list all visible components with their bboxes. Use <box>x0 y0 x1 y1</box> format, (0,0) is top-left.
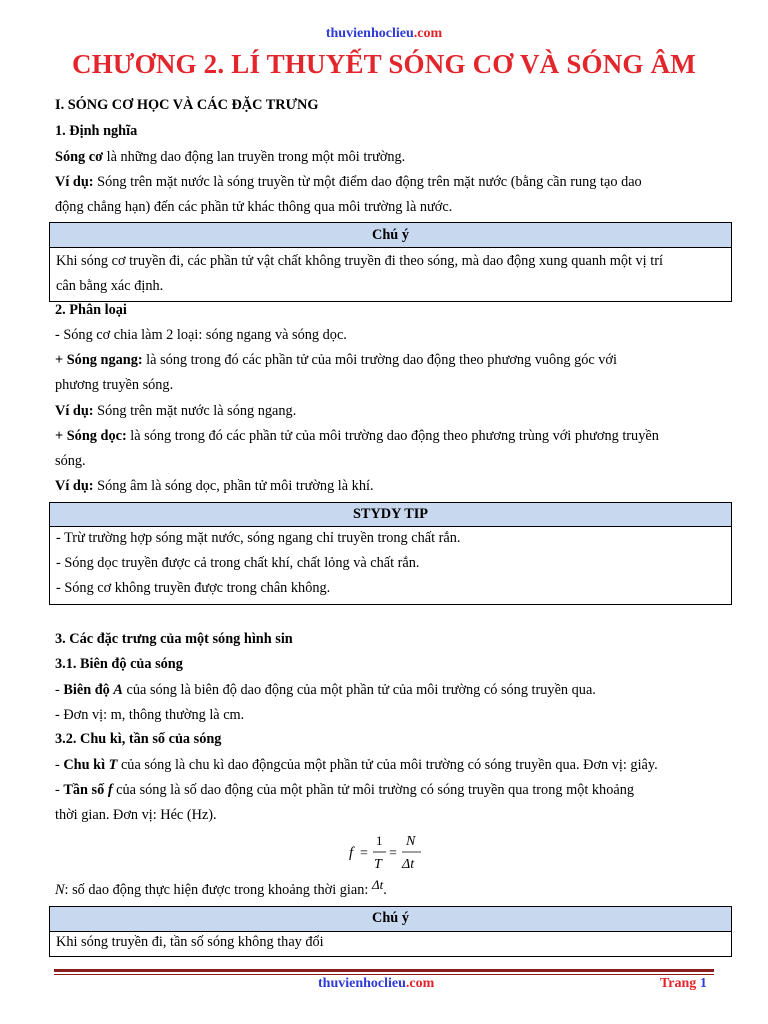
study-tip-title: STYDY TIP <box>50 503 731 527</box>
paragraph <box>55 682 715 699</box>
term-text: là sóng trong đó các phần tử của môi trường dao động theo phương trùng với phương truyền <box>126 428 659 444</box>
dash: - <box>55 682 64 698</box>
symbol: N <box>55 882 65 898</box>
study-tip-box <box>49 502 732 605</box>
formula-dt: Δt <box>402 857 415 872</box>
site-tld: .com <box>405 976 435 991</box>
formula-eq2: = <box>389 846 397 861</box>
example-label: Ví dụ: <box>55 478 94 494</box>
page-number <box>660 976 707 992</box>
term-label: Biên độ <box>63 682 114 698</box>
example-paragraph-cont: động chẳng hạn) đến các phần tử khác thông qua môi trường là nước. <box>55 199 453 215</box>
definition-paragraph <box>55 149 715 166</box>
term-label: Tần số <box>63 782 108 798</box>
section-heading: I. SÓNG CƠ HỌC VÀ CÁC ĐẶC TRƯNG <box>55 97 319 113</box>
note-box <box>49 906 732 957</box>
term-text: của sóng là biên độ dao động của một phần tử của môi trường có sóng truyền qua. <box>122 682 596 698</box>
example-label: Ví dụ: <box>55 174 94 190</box>
example-text: Sóng trên mặt nước là sóng ngang. <box>93 403 297 419</box>
page-number-value: 1 <box>699 976 707 991</box>
footer-rule <box>54 974 714 975</box>
footer-rule <box>54 969 714 972</box>
note-box <box>49 222 732 302</box>
chapter-title: CHƯƠNG 2. LÍ THUYẾT SÓNG CƠ VÀ SÓNG ÂM <box>72 49 696 79</box>
paragraph-cont: thời gian. Đơn vị: Héc (Hz). <box>55 807 217 823</box>
term-text: là sóng trong đó các phần tử của môi trường dao động theo phương vuông góc với <box>142 352 617 368</box>
formula-N: N <box>406 834 416 849</box>
note-box-title: Chú ý <box>50 907 731 932</box>
term-label: + Sóng dọc: <box>55 428 127 444</box>
definition-text: là những dao động lan truyền trong một môi trường. <box>103 149 406 165</box>
example-text: Sóng âm là sóng dọc, phần tử môi trường là khí. <box>93 478 374 494</box>
example-label: Ví dụ: <box>55 403 94 419</box>
term-text: : số dao động thực hiện được trong khoảng thời gian: <box>64 882 369 898</box>
subsection-heading: 3.2. Chu kì, tần số của sóng <box>55 731 222 747</box>
tip-line: - Sóng dọc truyền được cả trong chất khí, chất lỏng và chất rắn. <box>56 555 420 571</box>
dash: - <box>55 782 64 798</box>
term-label: Chu kì <box>63 757 109 773</box>
note-line: cân bằng xác định. <box>56 278 164 294</box>
paragraph-cont: phương truyền sóng. <box>55 377 174 393</box>
site-name: thuvienhoclieu <box>325 26 414 41</box>
frequency-formula <box>345 830 425 874</box>
paragraph <box>55 782 715 799</box>
term-label: + Sóng ngang: <box>55 352 143 368</box>
paragraph <box>55 428 715 445</box>
formula-T: T <box>374 857 382 872</box>
paragraph-cont: sóng. <box>55 453 86 469</box>
term-text: của sóng là số dao động của một phần tử môi trường có sóng truyền qua trong một khoảng <box>112 782 634 798</box>
paragraph <box>55 877 715 899</box>
tip-line: - Trừ trường hợp sóng mặt nước, sóng ngang chỉ truyền trong chất rắn. <box>56 530 461 546</box>
example-paragraph <box>55 478 715 495</box>
formula-f: f <box>349 845 354 861</box>
example-paragraph <box>55 403 715 420</box>
formula-eq: = <box>360 846 368 861</box>
symbol: f <box>107 782 113 798</box>
subsection-heading: 3.1. Biên độ của sóng <box>55 656 183 672</box>
note-line: Khi sóng truyền đi, tần số sóng không thay đổi <box>56 934 324 950</box>
note-box-title: Chú ý <box>50 223 731 248</box>
paragraph <box>55 757 715 774</box>
symbol-dt: Δt <box>371 877 384 892</box>
example-paragraph <box>55 174 715 191</box>
dash: - <box>55 757 64 773</box>
site-tld: .com <box>413 26 443 41</box>
definition-term: Sóng cơ <box>55 149 104 165</box>
period-mark: . <box>383 882 387 898</box>
note-line: Khi sóng cơ truyền đi, các phần tử vật chất không truyền đi theo sóng, mà dao động xung quanh một vị trí <box>56 253 663 269</box>
term-text: của sóng là chu kì dao độngcủa một phần tử của môi trường có sóng truyền qua. Đơn vị: giây. <box>117 757 658 773</box>
paragraph <box>55 352 715 369</box>
site-name: thuvienhoclieu <box>318 976 406 991</box>
subsection-heading: 1. Định nghĩa <box>55 123 138 139</box>
page-label: Trang <box>660 976 700 991</box>
paragraph: - Sóng cơ chia làm 2 loại: sóng ngang và sóng dọc. <box>55 327 347 343</box>
tip-line: - Sóng cơ không truyền được trong chân không. <box>56 580 331 596</box>
formula-one: 1 <box>376 833 383 848</box>
example-text: Sóng trên mặt nước là sóng truyền từ một điểm dao động trên mặt nước (bằng cần rung tạo dao <box>93 174 642 190</box>
symbol: A <box>113 682 123 698</box>
subsection-heading: 2. Phân loại <box>55 302 127 318</box>
site-footer-link[interactable] <box>318 976 434 992</box>
subsection-heading: 3. Các đặc trưng của một sóng hình sin <box>55 631 293 647</box>
symbol: T <box>108 757 118 773</box>
site-header-link[interactable] <box>0 26 768 42</box>
paragraph: - Đơn vị: m, thông thường là cm. <box>55 707 245 723</box>
